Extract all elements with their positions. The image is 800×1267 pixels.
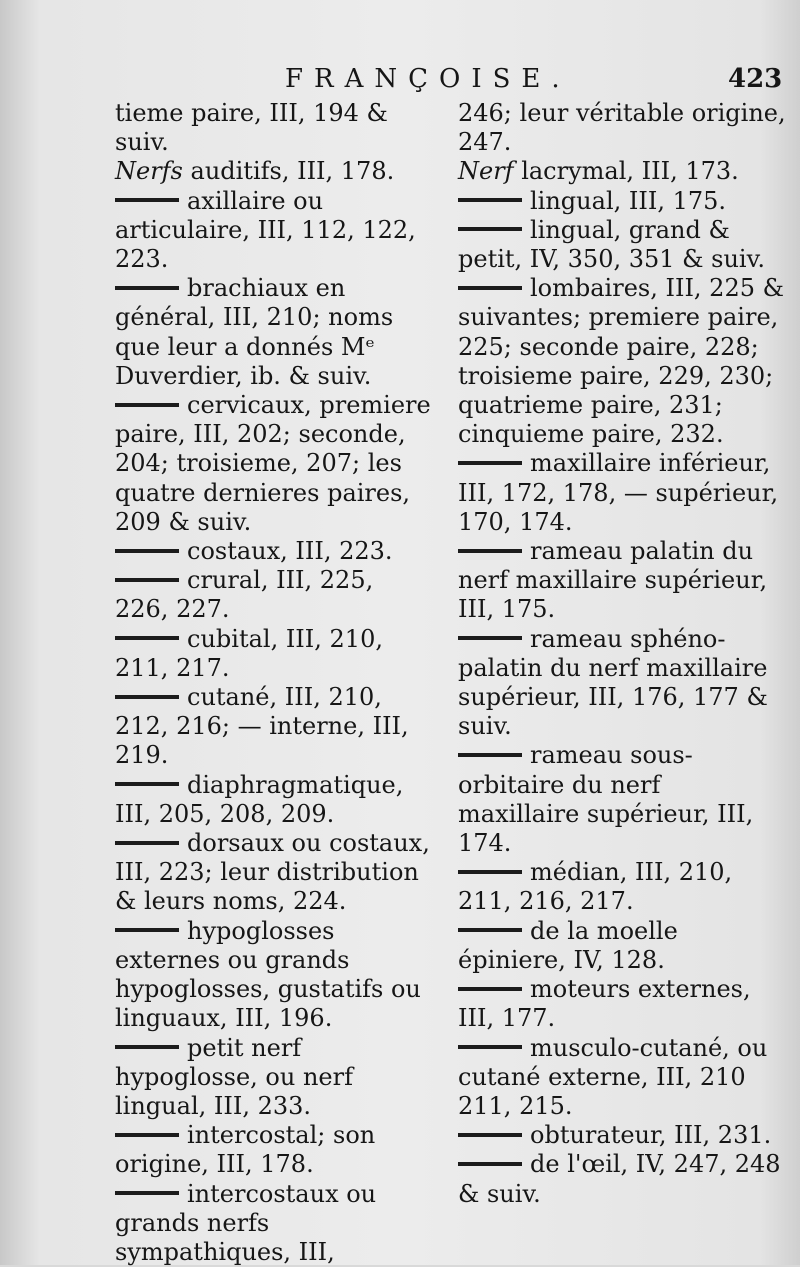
- entry-text: costaux, III, 223.: [187, 537, 393, 566]
- index-entry: [458, 1121, 788, 1150]
- index-entry: [115, 829, 438, 917]
- index-entry: [458, 975, 788, 1033]
- index-entry: [115, 1034, 433, 1122]
- index-entry: [458, 741, 788, 858]
- entry-text: cutané, III, 210, 212, 216; — interne, III, 219.: [115, 683, 417, 770]
- index-entry: [458, 274, 792, 449]
- index-entry: [458, 537, 788, 625]
- running-head: FRANÇOISE.: [285, 64, 571, 94]
- repeat-dash: [115, 286, 179, 290]
- repeat-dash: [115, 1045, 179, 1049]
- entry-text: cubital, III, 210, 211, 217.: [115, 624, 391, 682]
- entry-text: intercostal; son origine, III, 178.: [115, 1121, 383, 1179]
- entry-text: rameau sphéno-palatin du nerf maxillaire supérieur, III, 176, 177 & suiv.: [458, 624, 776, 741]
- repeat-dash: [458, 1045, 522, 1049]
- entry-text: 246; leur véritable origine, 247.: [458, 99, 794, 157]
- index-entry: [458, 858, 788, 916]
- index-entry: [115, 1121, 433, 1179]
- entry-text: intercostaux ou grands nerfs sympathiques, III,: [115, 1179, 384, 1266]
- entry-text: de l'œil, IV, 247, 248 & suiv.: [458, 1150, 789, 1208]
- repeat-dash: [115, 1191, 179, 1195]
- repeat-dash: [115, 403, 179, 407]
- entry-text: médian, III, 210, 211, 216, 217.: [458, 858, 740, 916]
- repeat-dash: [458, 549, 522, 553]
- repeat-dash: [458, 1162, 522, 1166]
- index-entry: [115, 187, 433, 275]
- entry-text: diaphragmatique, III, 205, 208, 209.: [115, 770, 411, 828]
- repeat-dash: [458, 1133, 522, 1137]
- repeat-dash: [458, 870, 522, 874]
- entry-text: cervicaux, premiere paire, III, 202; seconde, 204; troisieme, 207; les quatre dernieres paires, 209 & suiv.: [115, 391, 439, 536]
- repeat-dash: [115, 198, 179, 202]
- index-entry: [115, 537, 433, 566]
- index-column-right: [458, 99, 794, 1209]
- repeat-dash: [115, 782, 179, 786]
- repeat-dash: [458, 227, 522, 231]
- index-entry: [115, 566, 433, 624]
- entry-text: auditifs, III, 178.: [182, 157, 395, 186]
- index-entry: [458, 1034, 788, 1122]
- repeat-dash: [458, 636, 522, 640]
- entry-text: lingual, III, 175.: [530, 186, 727, 215]
- repeat-dash: [458, 286, 522, 290]
- index-entry: [115, 917, 433, 1034]
- page-number: 423: [728, 64, 783, 94]
- index-entry: [458, 99, 794, 157]
- repeat-dash: [115, 928, 179, 932]
- index-entry: [458, 625, 788, 742]
- entry-text: lingual, grand & petit, IV, 350, 351 & suiv.: [458, 215, 765, 274]
- entry-text: maxillaire inférieur, III, 172, 178, — supérieur, 170, 174.: [458, 449, 786, 536]
- entry-text: petit nerf hypoglosse, ou nerf lingual, III, 233.: [115, 1033, 361, 1120]
- index-entry: [115, 157, 433, 186]
- index-entry: [458, 449, 788, 537]
- repeat-dash: [458, 987, 522, 991]
- entry-text: obturateur, III, 231.: [530, 1121, 772, 1150]
- entry-text: axillaire ou articulaire, III, 112, 122, 223.: [115, 186, 424, 274]
- index-entry: [115, 683, 433, 771]
- index-entry: [115, 1180, 433, 1267]
- index-entry: [458, 157, 788, 186]
- index-entry: [115, 274, 433, 391]
- repeat-dash: [115, 549, 179, 553]
- entry-text: de la moelle épiniere, IV, 128.: [458, 916, 686, 974]
- repeat-dash: [115, 841, 179, 845]
- entry-text: brachiaux en général, III, 210; noms que leur a donnés Mᵉ Duverdier, ib. & suiv.: [115, 274, 401, 390]
- index-entry: [458, 917, 788, 975]
- index-entry: [458, 216, 788, 274]
- entry-text: rameau sous-orbitaire du nerf maxillaire supérieur, III, 174.: [458, 741, 761, 858]
- entry-text: dorsaux ou costaux, III, 223; leur distribution & leurs noms, 224.: [115, 829, 438, 916]
- entry-text: moteurs externes, III, 177.: [458, 975, 759, 1033]
- repeat-dash: [115, 636, 179, 640]
- repeat-dash: [458, 461, 522, 465]
- entry-text: hypoglosses externes ou grands hypoglosses, gustatifs ou linguaux, III, 196.: [115, 916, 429, 1033]
- repeat-dash: [458, 753, 522, 757]
- repeat-dash: [115, 1133, 179, 1137]
- index-entry: [115, 391, 439, 537]
- index-entry: [115, 771, 433, 829]
- index-entry: [458, 1150, 788, 1208]
- repeat-dash: [458, 928, 522, 932]
- entry-text: crural, III, 225, 226, 227.: [115, 566, 381, 624]
- index-column-left: [115, 99, 439, 1267]
- entry-text: musculo-cutané, ou cutané externe, III, 210 211, 215.: [458, 1033, 775, 1120]
- page-header: [0, 62, 800, 102]
- repeat-dash: [115, 578, 179, 582]
- index-entry: [115, 625, 433, 683]
- entry-text: lombaires, III, 225 & suivantes; premiere paire, 225; seconde paire, 228; troisieme paire, 229, 230; quatrieme paire, 231; cinquieme paire, 232.: [458, 274, 792, 449]
- entry-headword: Nerf: [458, 157, 514, 186]
- entry-text: tieme paire, III, 194 & suiv.: [115, 99, 396, 157]
- entry-text: lacrymal, III, 173.: [513, 157, 739, 186]
- index-entry: [115, 99, 433, 157]
- repeat-dash: [115, 695, 179, 699]
- repeat-dash: [458, 198, 522, 202]
- entry-text: rameau palatin du nerf maxillaire supérieur, III, 175.: [458, 537, 775, 624]
- entry-headword: Nerfs: [115, 157, 183, 186]
- index-entry: [458, 187, 788, 216]
